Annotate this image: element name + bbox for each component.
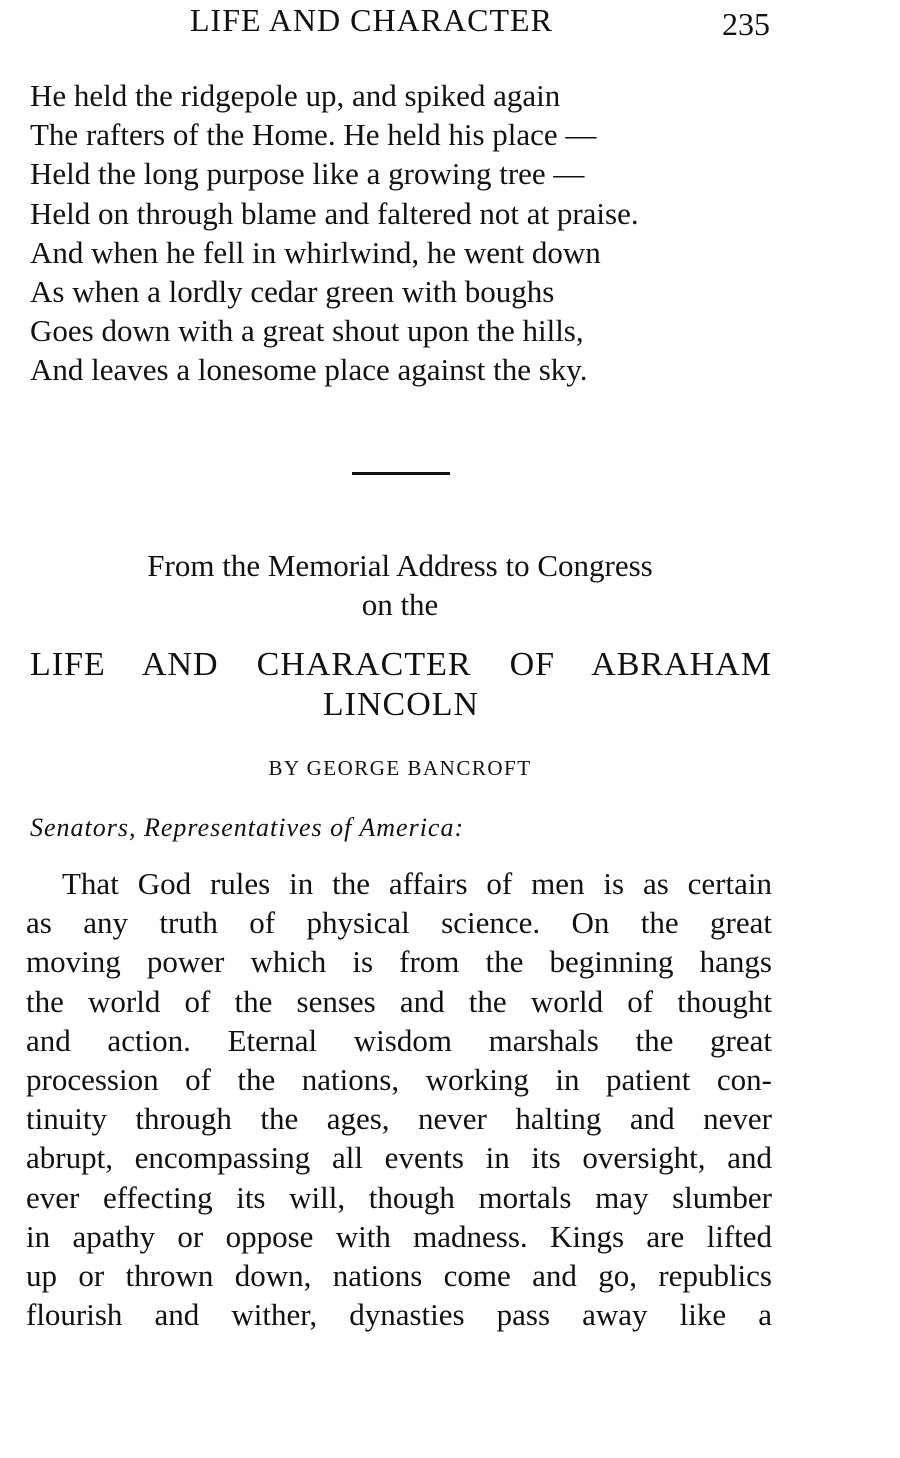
- paragraph-line: abrupt, encompassing all events in its oversight, and: [26, 1140, 772, 1176]
- section-title: [30, 645, 772, 725]
- paragraph-line: procession of the nations, working in patient con-: [26, 1062, 772, 1098]
- paragraph-line: as any truth of physical science. On the great: [26, 905, 772, 941]
- page-number: 235: [722, 6, 770, 42]
- paragraph-line: flourish and wither, dynasties pass away like a: [26, 1297, 772, 1333]
- title-line: LINCOLN: [322, 686, 480, 723]
- paragraph-line: up or thrown down, nations come and go, republics: [26, 1258, 772, 1294]
- paragraph-line: in apathy or oppose with madness. Kings are lifted: [26, 1218, 772, 1254]
- author-byline: BY GEORGE BANCROFT: [268, 756, 532, 780]
- poem-line: Held the long purpose like a growing tree —: [30, 156, 585, 192]
- section-intro: [0, 546, 800, 624]
- poem-line: He held the ridgepole up, and spiked again: [30, 78, 561, 113]
- poem-line: The rafters of the Home. He held his place —: [30, 117, 597, 153]
- poem-line: And leaves a lonesome place against the sky.: [30, 352, 588, 388]
- title-line: LIFE AND CHARACTER OF ABRAHAM: [30, 646, 772, 683]
- salutation: Senators, Representatives of America:: [30, 813, 465, 842]
- intro-line: on the: [361, 587, 439, 622]
- poem-line: Held on through blame and faltered not at praise.: [30, 195, 639, 231]
- intro-line: From the Memorial Address to Congress: [147, 548, 653, 583]
- poem-stanza: [30, 76, 790, 390]
- poem-line: Goes down with a great shout upon the hills,: [30, 313, 584, 349]
- paragraph-line: the world of the senses and the world of thought: [26, 983, 772, 1019]
- paragraph-line: and action. Eternal wisdom marshals the great: [26, 1022, 772, 1058]
- paragraph-line: That God rules in the affairs of men is as certain: [62, 866, 772, 901]
- paragraph-line: moving power which is from the beginning hangs: [26, 944, 772, 980]
- paragraph-line: tinuity through the ages, never halting and never: [26, 1101, 772, 1137]
- running-head: LIFE AND CHARACTER: [190, 2, 553, 38]
- section-divider: [352, 472, 450, 475]
- paragraph-line: ever effecting its will, though mortals may slumber: [26, 1179, 772, 1215]
- poem-line: As when a lordly cedar green with boughs: [30, 274, 555, 310]
- poem-line: And when he fell in whirlwind, he went down: [30, 234, 601, 270]
- body-paragraph: [26, 864, 772, 1334]
